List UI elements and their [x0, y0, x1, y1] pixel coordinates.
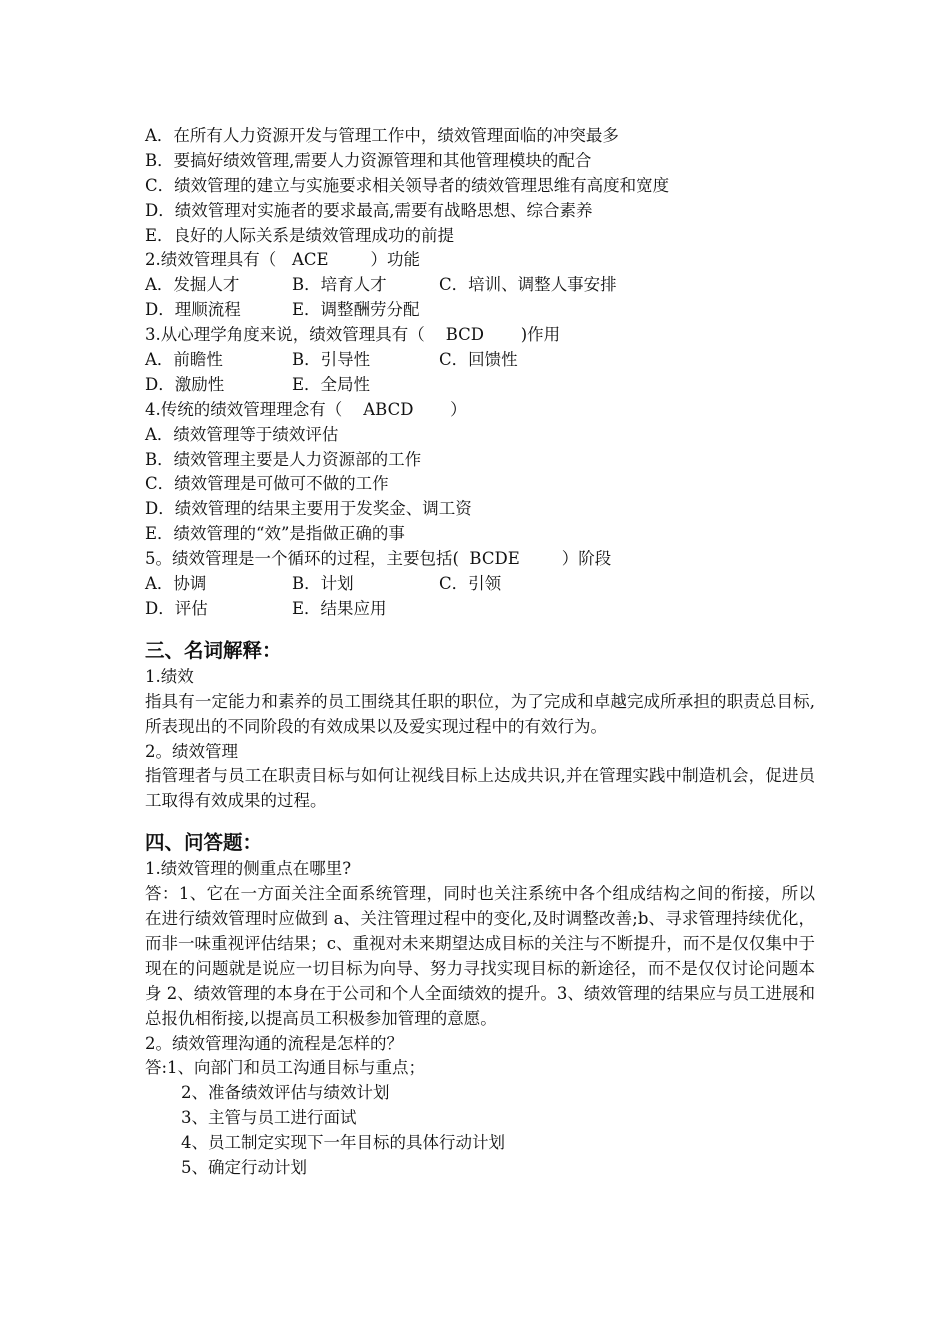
q2-stem: 2.绩效管理具有（ ACE ）功能: [145, 250, 421, 270]
qa-2-answer-step-5: 5、确定行动计划: [181, 1158, 307, 1177]
qa-2-answer-step-2: 2、准备绩效评估与绩效计划: [181, 1083, 390, 1103]
q3-option-d: D．激励性: [145, 374, 225, 394]
term-2-definition: 指管理者与员工在职责目标与如何让视线目标上达成共识,并在管理实践中制造机会，促进员工取得有效成果的过程。: [145, 766, 815, 811]
q2-option-a: A．发掘人才: [145, 275, 240, 295]
q3-options-row-1: [145, 348, 815, 373]
q3-option-e: E．全局性: [292, 374, 371, 394]
q1-option-d: D．绩效管理对实施者的要求最高,需要有战略思想、综合素养: [145, 200, 593, 220]
q5-option-c: C．引领: [439, 574, 502, 594]
q4-option-e: E．绩效管理的“效”是指做正确的事: [145, 524, 405, 544]
q3-options-row-2: [145, 373, 815, 398]
q2-option-d: D．理顺流程: [145, 300, 241, 320]
q4-option-d: D．绩效管理的结果主要用于发奖金、调工资: [145, 499, 472, 519]
q4-stem: 4.传统的绩效管理理念有（ ABCD ）: [145, 399, 467, 419]
section-4-heading: 四、问答题：: [145, 831, 263, 855]
qa-2-answer-step-1: 答:1、向部门和员工沟通目标与重点；: [145, 1058, 426, 1078]
q2-options-row-1: [145, 273, 815, 298]
document-content: [145, 124, 815, 1181]
q3-option-a: A．前瞻性: [145, 350, 223, 370]
qa-2-answer-step-3: 3、主管与员工进行面试: [181, 1108, 357, 1128]
q1-option-a: A．在所有人力资源开发与管理工作中，绩效管理面临的冲突最多: [145, 126, 619, 145]
q3-option-c: C．回馈性: [439, 350, 518, 370]
q1-option-c: C．绩效管理的建立与实施要求相关领导者的绩效管理思维有高度和宽度: [145, 175, 670, 195]
q4-option-c: C．绩效管理是可做可不做的工作: [145, 474, 389, 494]
q3-option-b: B．引导性: [292, 350, 371, 370]
q4-option-a: A．绩效管理等于绩效评估: [145, 424, 339, 444]
q3-stem: 3.从心理学角度来说，绩效管理具有（ BCD )作用: [145, 325, 561, 345]
qa-1-question: 1.绩效管理的侧重点在哪里?: [145, 859, 352, 879]
term-2-title: 2。绩效管理: [145, 741, 238, 761]
term-1-definition: 指具有一定能力和素养的员工围绕其任职的职位，为了完成和卓越完成所承担的职责总目标,所表现出的不同阶段的有效成果以及爱实现过程中的有效行为。: [145, 691, 815, 736]
q2-options-row-2: [145, 298, 815, 323]
q1-option-e: E．良好的人际关系是绩效管理成功的前提: [145, 225, 455, 245]
qa-2-question: 2。绩效管理沟通的流程是怎样的？: [145, 1033, 403, 1053]
q5-stem: 5。绩效管理是一个循环的过程，主要包括( BCDE ）阶段: [145, 549, 612, 569]
q2-option-e: E．调整酬劳分配: [292, 300, 420, 320]
section-3-heading: 三、名词解释：: [145, 638, 282, 662]
q5-option-d: D．评估: [145, 598, 208, 618]
q4-option-b: B．绩效管理主要是人力资源部的工作: [145, 449, 422, 469]
q2-option-b: B．培育人才: [292, 275, 387, 295]
q2-option-c: C．培训、调整人事安排: [439, 275, 617, 295]
term-1-title: 1.绩效: [145, 666, 194, 686]
q1-option-b: B．要搞好绩效管理,需要人力资源管理和其他管理模块的配合: [145, 150, 592, 170]
q5-options-row-1: [145, 572, 815, 597]
q5-options-row-2: [145, 597, 815, 622]
q5-option-b: B．计划: [292, 574, 354, 594]
qa-2-answer-step-4: 4、员工制定实现下一年目标的具体行动计划: [181, 1133, 505, 1153]
q5-option-e: E．结果应用: [292, 598, 387, 618]
q5-option-a: A．协调: [145, 574, 207, 594]
qa-1-answer: 答：1、它在一方面关注全面系统管理，同时也关注系统中各个组成结构之间的衔接，所以在进行绩效管理时应做到 a、关注管理过程中的变化,及时调整改善;b、寻求管理持续优化，而非一味重视评估结果；c、重视对未来期望达成目标的关注与不断提升，而不是仅仅集中于现在的问题就是说应一切目标为向导、努力寻找实现目标的新途径，而不是仅仅讨论问题本身 2、绩效管理的本身在于公司和个人全面绩效的提升。3、绩效管理的结果应与员工进展和总报仇相衔接,以提高员工积极参加管理的意愿。: [145, 884, 815, 1028]
